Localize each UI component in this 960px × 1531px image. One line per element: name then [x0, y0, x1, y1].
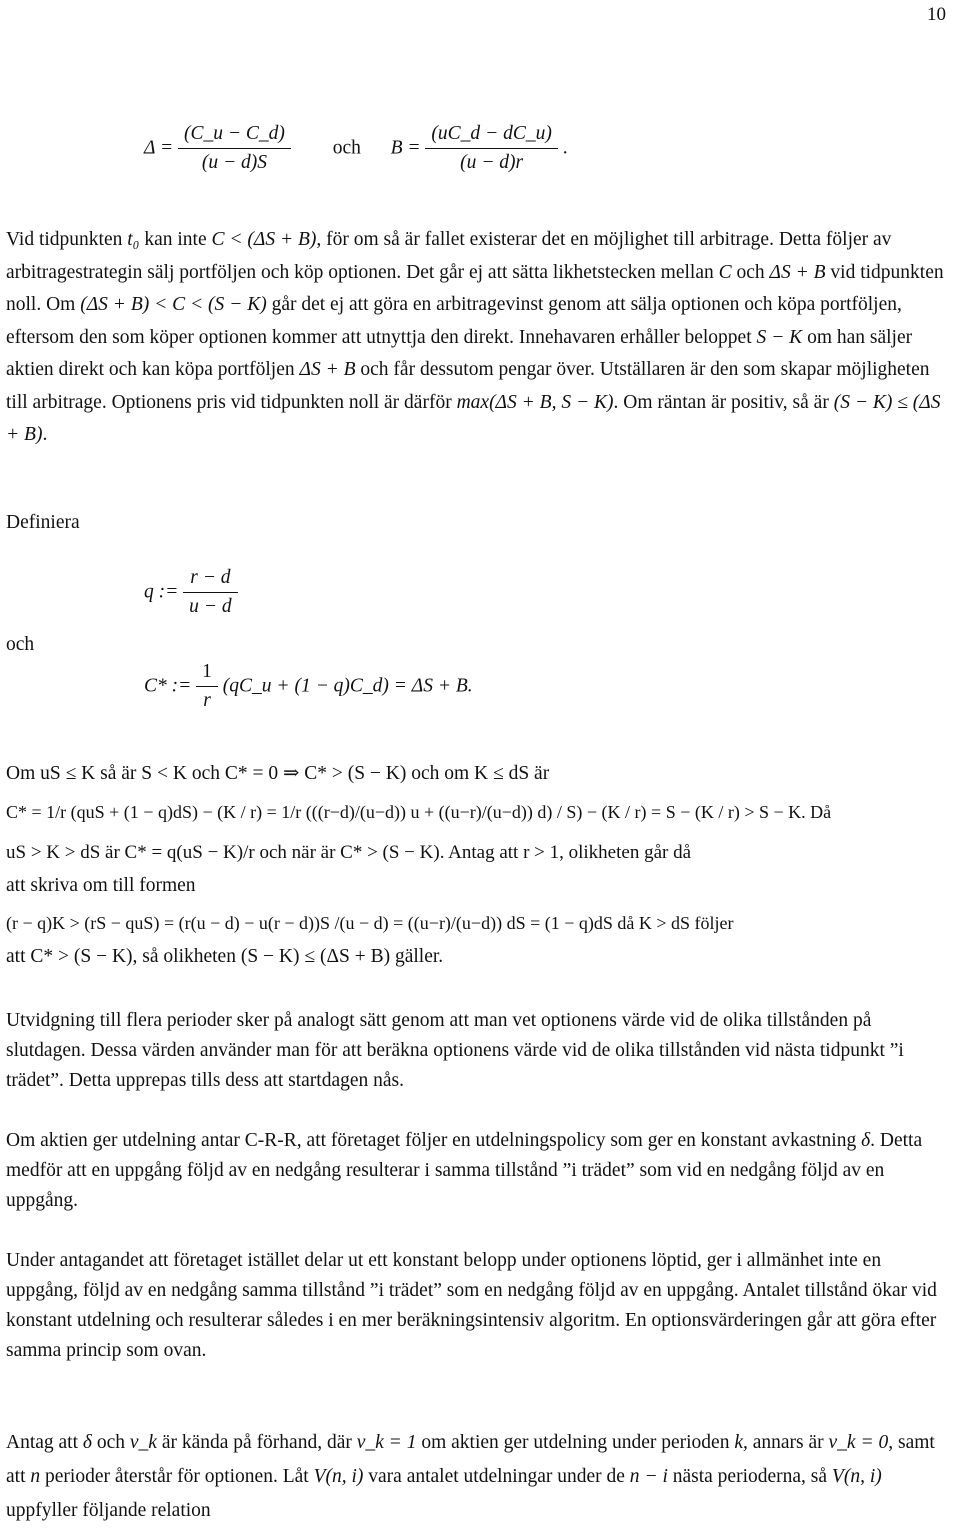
- q-fraction: [183, 566, 237, 620]
- text: Antag att: [6, 1432, 79, 1453]
- b-numerator: (uC_d − dC_u): [425, 122, 557, 149]
- b-lhs: B =: [390, 137, 421, 159]
- math-c: C: [718, 261, 732, 283]
- text: perioder återstår för optionen. Låt: [45, 1466, 309, 1487]
- math-portfolio: ΔS + B: [769, 261, 826, 283]
- text: Om aktien ger utdelning antar C-R-R, att företaget följer en utdelningspolicy som ger en konstant avkastning: [6, 1130, 857, 1151]
- text: kan inte: [144, 229, 207, 250]
- text: är kända på förhand, där: [161, 1432, 352, 1453]
- c-star-lhs: C* :=: [144, 675, 192, 697]
- q-numerator: r − d: [183, 566, 237, 593]
- math-inequality: (S − K) ≤ (ΔS + B): [6, 391, 941, 445]
- q-lhs: q :=: [144, 581, 179, 603]
- text: . Detta medför att en uppgång följd av en nedgång resulterar i samma tillstånd ”i trädet” som vid en nedgång följd av en uppgång.: [6, 1130, 923, 1211]
- delta-denominator: (u − d)S: [201, 152, 268, 174]
- paragraph-arbitrage: [6, 224, 954, 452]
- och-connector: och: [332, 137, 361, 159]
- text: om aktien ger utdelning under perioden: [421, 1432, 730, 1453]
- formula-delta-b: [144, 122, 568, 176]
- text: och: [736, 261, 765, 283]
- text: . Om räntan är positiv, så är: [613, 391, 829, 413]
- math-delta: δ: [861, 1130, 871, 1151]
- math-s-minus-k: S − K: [756, 326, 803, 348]
- text: , samt att: [6, 1432, 935, 1487]
- text: annars är: [752, 1432, 824, 1453]
- proof-line-6: att C* > (S − K), så olikheten (S − K) ≤ (ΔS + B) gäller.: [6, 946, 444, 967]
- text: om han säljer aktien direkt och kan köpa portföljen: [6, 326, 913, 380]
- b-fraction: [425, 122, 557, 176]
- text: och: [96, 1432, 126, 1453]
- text: uppfyller följande relation: [6, 1500, 211, 1521]
- math-k: k,: [734, 1432, 748, 1453]
- definiera-label: Definiera: [6, 512, 80, 533]
- delta-lhs: Δ =: [144, 137, 174, 159]
- definition-q: [144, 566, 238, 620]
- text: vid tidpunkten noll. Om: [6, 261, 944, 315]
- c-star-fraction: [196, 660, 218, 714]
- paragraph-assumption: [6, 1426, 954, 1528]
- c-star-rhs: (qC_u + (1 − q)C_d) = ΔS + B: [222, 675, 468, 697]
- math-vk-one: v_k = 1: [356, 1432, 417, 1453]
- math-vk-zero: v_k = 0: [828, 1432, 889, 1453]
- math-max: max(ΔS + B, S − K): [456, 391, 614, 413]
- c-star-end: .: [467, 675, 473, 697]
- q-denominator: u − d: [189, 596, 232, 618]
- math-bounds: (ΔS + B) < C < (S − K): [80, 294, 267, 315]
- c-star-numerator: 1: [196, 660, 218, 687]
- math-delta: δ: [82, 1432, 92, 1453]
- page-number: 10: [927, 4, 946, 25]
- text: går det ej att göra en arbitragevinst genom att sälja optionen och köpa portföljen, eftersom den som köper optionen kommer att utnyttja den direkt. Innehavaren erhåller beloppet: [6, 294, 902, 348]
- text: och får dessutom pengar över. Utställaren är den som skapar möjligheten till arbitrage. Optionens pris vid tidpunkten noll är därför: [6, 359, 930, 413]
- paragraph-multi-period: Utvidgning till flera perioder sker på analogt sätt genom att man vet optionens värde vid de olika tillstånden på slutdagen. Dessa värden använder man för att beräkna optionens värde vid de olika tillstånden vid nästa tidpunkt ”i trädet”. Detta upprepas tills dess att startdagen nås.: [6, 1010, 904, 1091]
- delta-numerator: (C_u − C_d): [178, 122, 291, 149]
- proof-line-5: (r − q)K > (rS − quS) = (r(u − d) − u(r − d))S /(u − d) = ((u−r)/(u−d)) dS = (1 − q)dS då K > dS följer: [6, 913, 734, 933]
- math-portfolio: ΔS + B: [299, 359, 356, 380]
- text: Vid tidpunkten: [6, 229, 123, 250]
- formula-end: .: [562, 137, 568, 159]
- text: .: [42, 424, 48, 445]
- proof-line-2: C* = 1/r (quS + (1 − q)dS) − (K / r) = 1/r (((r−d)/(u−d)) u + ((u−r)/(u−d)) d) / S) − (K / r) = S − (K / r) > S − K. Då: [6, 802, 832, 822]
- proof-line-4: att skriva om till formen: [6, 875, 196, 896]
- math-n-minus-i: n − i: [629, 1466, 668, 1487]
- proof-line-1: Om uS ≤ K så är S < K och C* = 0 ⇒ C* > (S − K) och om K ≤ dS är: [6, 763, 550, 784]
- math-v-n-i: V(n, i): [313, 1466, 364, 1487]
- math-n: n: [30, 1466, 41, 1487]
- c-star-denominator: r: [203, 690, 211, 712]
- math-inequality: C < (ΔS + B): [211, 229, 317, 250]
- delta-fraction: [178, 122, 291, 176]
- paragraph-dividend-yield: [6, 1126, 954, 1216]
- math-t0: t₀: [127, 229, 140, 250]
- paragraph-constant-dividend: Under antagandet att företaget istället delar ut ett konstant belopp under optionens löptid, ger i allmänhet inte en uppgång, följd av en nedgång samma tillstånd ”i trädet” som en nedgång följd av en uppgång. Antalet tillstånd ökar vid konstant utdelning och resulterar således i en mer beräkningsintensiv algoritm. En optionsvärderingen går att göra efter samma princip som ovan.: [6, 1250, 937, 1361]
- text: , för om så är fallet existerar det en möjlighet till arbitrage. Detta följer av arbitragestrategin sälj portföljen och köp optionen. Det går ej att sätta likhetstecken mellan: [6, 229, 892, 283]
- text: vara antalet utdelningar under de: [368, 1466, 625, 1487]
- math-vk: v_k: [129, 1432, 157, 1453]
- b-denominator: (u − d)r: [460, 152, 524, 174]
- text: nästa perioderna, så: [672, 1466, 828, 1487]
- och-label: och: [6, 634, 35, 655]
- definition-c-star: [144, 660, 473, 714]
- math-v-n-i: V(n, i): [831, 1466, 882, 1487]
- proof-line-3: uS > K > dS är C* = q(uS − K)/r och när är C* > (S − K). Antag att r > 1, olikheten går då: [6, 842, 692, 863]
